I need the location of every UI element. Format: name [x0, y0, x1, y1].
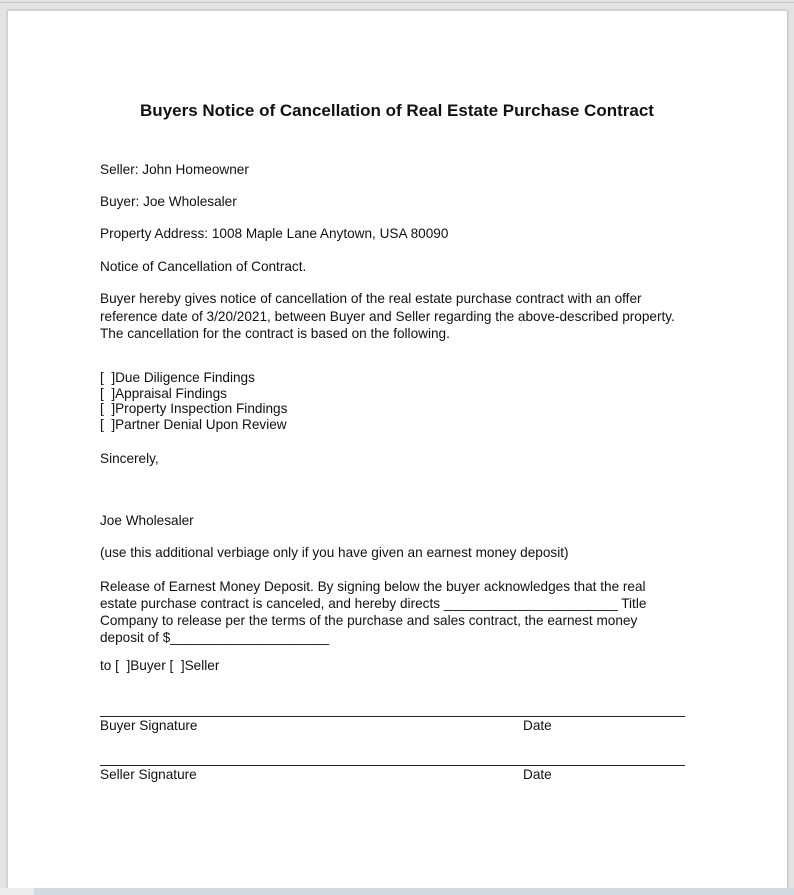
buyer-date-label: Date — [523, 718, 552, 733]
release-line: deposit of $_____________________ — [100, 630, 330, 645]
release-to-line: to [ ]Buyer [ ]Seller — [100, 658, 220, 673]
checklist-item: [ ]Property Inspection Findings — [100, 401, 288, 416]
buyer-signature-label: Buyer Signature — [100, 718, 198, 733]
release-line: Company to release per the terms of the purchase and sales contract, the earnest money — [100, 613, 638, 628]
notice-heading: Notice of Cancellation of Contract. — [100, 259, 307, 274]
buyer-line: Buyer: Joe Wholesaler — [100, 194, 237, 209]
signer-name: Joe Wholesaler — [100, 513, 194, 528]
deposit-note: (use this additional verbiage only if you have given an earnest money deposit) — [100, 545, 569, 560]
release-line: Release of Earnest Money Deposit. By signing below the buyer acknowledges that the real — [100, 579, 646, 594]
closing: Sincerely, — [100, 451, 159, 466]
seller-date-label: Date — [523, 767, 552, 782]
checklist-item: [ ]Due Diligence Findings — [100, 370, 255, 385]
property-address-line: Property Address: 1008 Maple Lane Anytown, USA 80090 — [100, 226, 449, 241]
seller-line: Seller: John Homeowner — [100, 162, 249, 177]
horizontal-scrollbar[interactable] — [34, 888, 794, 895]
seller-signature-label: Seller Signature — [100, 767, 197, 782]
release-line: estate purchase contract is canceled, and hereby directs _______________________ Title — [100, 596, 647, 611]
paragraph-line: reference date of 3/20/2021, between Buyer and Seller regarding the above-described property. — [100, 309, 675, 324]
checklist-item: [ ]Partner Denial Upon Review — [100, 417, 287, 432]
document-title: Buyers Notice of Cancellation of Real Estate Purchase Contract — [140, 101, 654, 120]
paragraph-line: The cancellation for the contract is based on the following. — [100, 326, 450, 341]
scrollbar-corner — [0, 888, 34, 895]
paragraph-line: Buyer hereby gives notice of cancellation of the real estate purchase contract with an offer — [100, 291, 642, 306]
window-top-border — [0, 2, 794, 3]
checklist-item: [ ]Appraisal Findings — [100, 386, 227, 401]
